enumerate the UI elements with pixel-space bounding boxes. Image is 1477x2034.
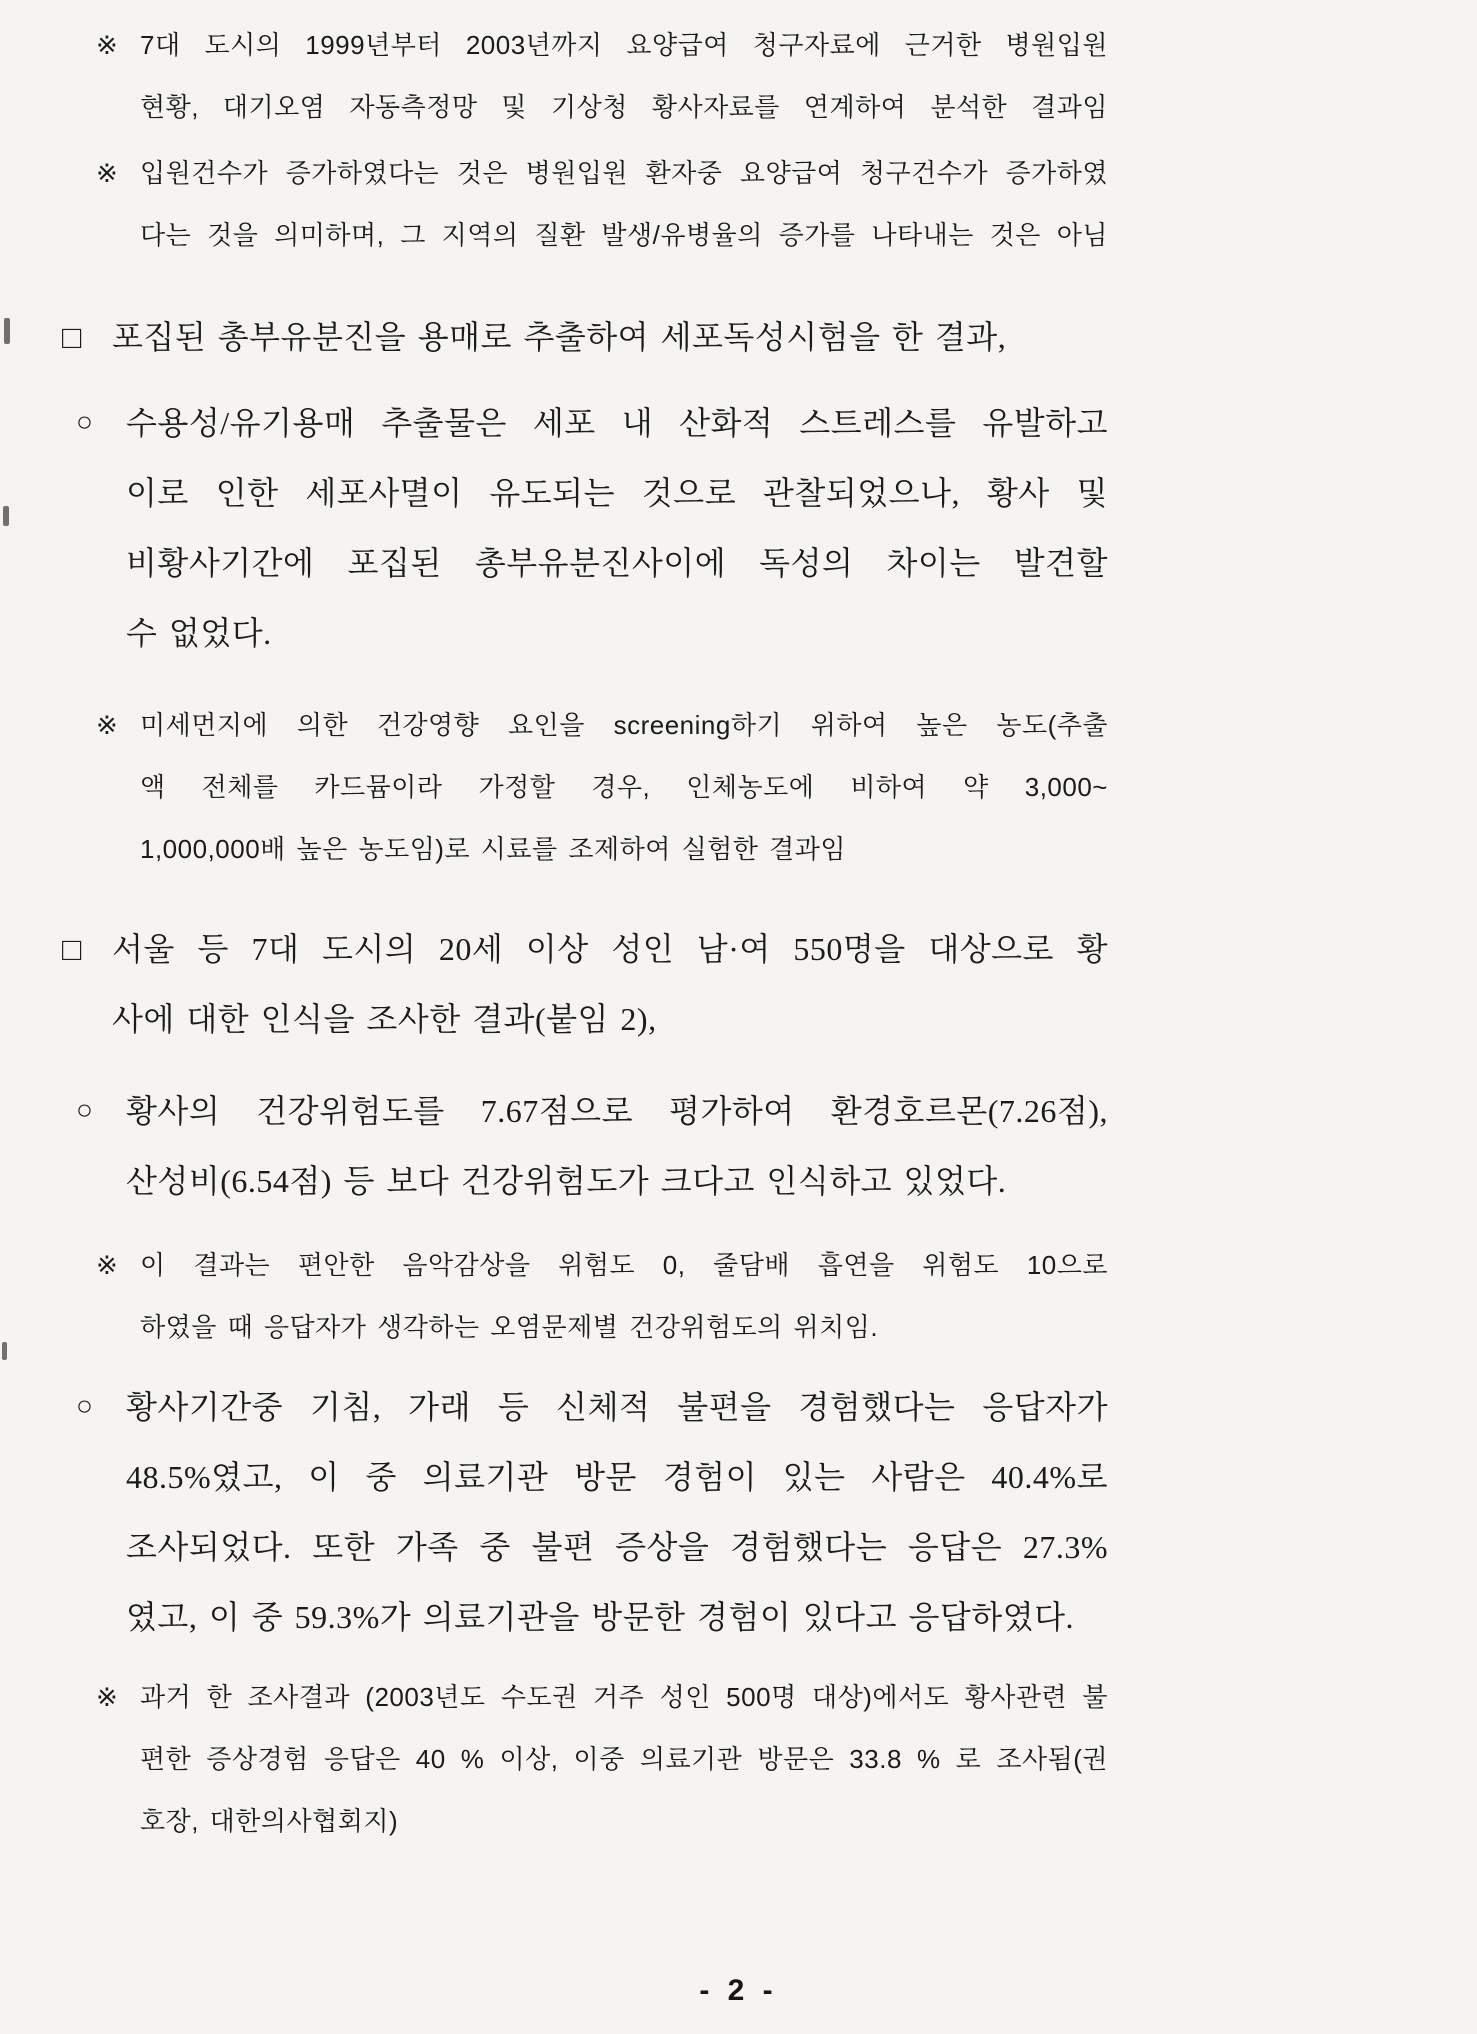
note-marker: ※	[96, 30, 119, 60]
subsection-block	[76, 1372, 1108, 1652]
note-marker: ※	[96, 1682, 119, 1712]
subsection-marker: ○	[76, 1095, 94, 1126]
text-line: 1,000,000배 높은 농도임)로 시료를 조제하여 실험한 결과임	[140, 834, 846, 864]
note-marker: ※	[96, 710, 119, 740]
text-line: 이로 인한 세포사멸이 유도되는 것으로 관찰되었으나, 황사 및	[126, 475, 1108, 511]
text-line: 황사의 건강위험도를 7.67점으로 평가하여 환경호르몬(7.26점),	[126, 1093, 1108, 1129]
text-line: 다는 것을 의미하며, 그 지역의 질환 발생/유병율의 증가를 나타내는 것은 아님	[140, 220, 1108, 250]
subsection-lines	[126, 388, 1108, 668]
note-block	[96, 1234, 1108, 1358]
subsection-marker: ○	[76, 407, 94, 438]
section-marker: □	[62, 319, 82, 355]
section-marker: □	[62, 931, 82, 967]
note-marker: ※	[96, 158, 119, 188]
note-lines	[140, 1234, 1108, 1358]
subsection-lines	[126, 1372, 1108, 1652]
text-line: 입원건수가 증가하였다는 것은 병원입원 환자중 요양급여 청구건수가 증가하였	[140, 158, 1108, 188]
text-line: 수용성/유기용매 추출물은 세포 내 산화적 스트레스를 유발하고	[126, 405, 1108, 441]
text-line: 이 결과는 편안한 음악감상을 위험도 0, 줄담배 흡연을 위험도 10으로	[140, 1250, 1108, 1280]
text-line: 미세먼지에 의한 건강영향 요인을 screening하기 위하여 높은 농도(추출	[140, 710, 1108, 740]
note-block	[96, 14, 1108, 138]
subsection-block	[76, 388, 1108, 668]
text-line: 편한 증상경험 응답은 40 % 이상, 이중 의료기관 방문은 33.8 % 로 조사됨(권	[140, 1744, 1108, 1774]
text-line: 7대 도시의 1999년부터 2003년까지 요양급여 청구자료에 근거한 병원입원	[140, 30, 1108, 60]
text-line: 호장, 대한의사협회지)	[140, 1806, 399, 1836]
text-line: 서울 등 7대 도시의 20세 이상 성인 남·여 550명을 대상으로 황	[112, 931, 1108, 967]
text-line: 48.5%였고, 이 중 의료기관 방문 경험이 있는 사람은 40.4%로	[126, 1459, 1108, 1495]
text-line: 였고, 이 중 59.3%가 의료기관을 방문한 경험이 있다고 응답하였다.	[126, 1599, 1075, 1635]
text-line: 수 없었다.	[126, 615, 272, 651]
section-block	[62, 914, 1108, 1054]
note-lines	[140, 14, 1108, 138]
text-line: 산성비(6.54점) 등 보다 건강위험도가 크다고 인식하고 있었다.	[126, 1163, 1007, 1199]
section-lines	[112, 914, 1108, 1054]
text-line: 조사되었다. 또한 가족 중 불편 증상을 경험했다는 응답은 27.3%	[126, 1529, 1108, 1565]
text-line: 현황, 대기오염 자동측정망 및 기상청 황사자료를 연계하여 분석한 결과임	[140, 92, 1108, 122]
text-line: 비황사기간에 포집된 총부유분진사이에 독성의 차이는 발견할	[126, 545, 1108, 581]
text-line: 액 전체를 카드뮴이라 가정할 경우, 인체농도에 비하여 약 3,000~	[140, 772, 1108, 802]
text-line: 사에 대한 인식을 조사한 결과(붙임 2),	[112, 1001, 657, 1037]
text-line: 과거 한 조사결과 (2003년도 수도권 거주 성인 500명 대상)에서도 황사관련 불	[140, 1682, 1108, 1712]
scan-artifact	[3, 506, 9, 526]
note-block	[96, 142, 1108, 266]
text-line: 하였을 때 응답자가 생각하는 오염문제별 건강위험도의 위치임.	[140, 1312, 879, 1342]
page-number: - 2 -	[699, 1974, 778, 2007]
note-lines	[140, 694, 1108, 880]
note-block	[96, 694, 1108, 880]
section-block	[62, 302, 1108, 372]
text-line: 황사기간중 기침, 가래 등 신체적 불편을 경험했다는 응답자가	[126, 1389, 1108, 1425]
note-lines	[140, 142, 1108, 266]
note-marker: ※	[96, 1250, 119, 1280]
scan-artifact	[4, 318, 10, 344]
text-line: 포집된 총부유분진을 용매로 추출하여 세포독성시험을 한 결과,	[112, 319, 1007, 355]
note-block	[96, 1666, 1108, 1852]
subsection-marker: ○	[76, 1391, 94, 1422]
scan-artifact	[2, 1342, 7, 1360]
subsection-lines	[126, 1076, 1108, 1216]
section-lines	[112, 302, 1108, 372]
note-lines	[140, 1666, 1108, 1852]
subsection-block	[76, 1076, 1108, 1216]
